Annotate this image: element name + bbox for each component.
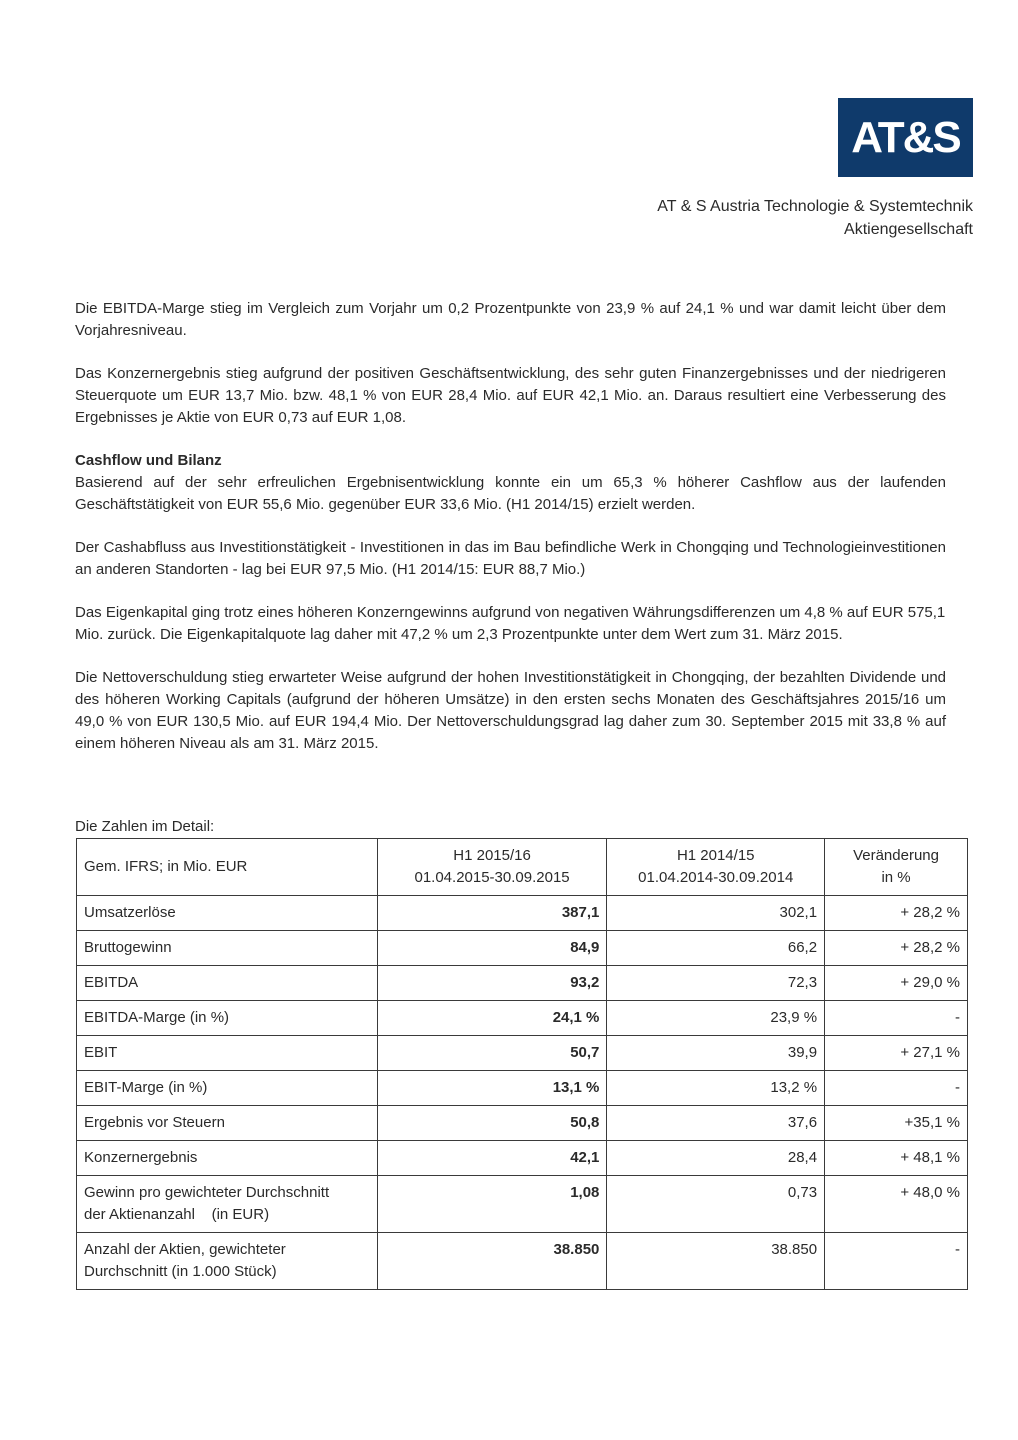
paragraph-net-debt: Die Nettoverschuldung stieg erwarteter Weise aufgrund der hohen Investitionstätigkeit in Chongqing, der bezahlten Dividende und des höheren Working Capitals (aufgrund der höheren Umsätze) in den ersten sechs Monaten des Geschäftsjahres 2015/16 um 49,0 % von EUR 130,5 Mio. auf EUR 194,4 Mio. Der Nettoverschuldungsgrad lag daher zum 30. September 2015 mit 33,8 % auf einem höheren Niveau als am 31. März 2015.	[75, 669, 946, 752]
paragraph-ebitda-margin: Die EBITDA-Marge stieg im Vergleich zum Vorjahr um 0,2 Prozentpunkte von 23,9 % auf 24,1 % und war damit leicht über dem Vorjahresniveau.	[75, 300, 946, 339]
row-prior: 39,9	[607, 1036, 825, 1071]
logo-text: AT&S	[851, 112, 960, 162]
row-current: 50,7	[377, 1036, 607, 1071]
row-prior: 66,2	[607, 931, 825, 966]
paragraph-investment: Der Cashabfluss aus Investitionstätigkeit - Investitionen in das im Bau befindliche Werk in Chongqing und Technologieinvestitionen an anderen Standorten - lag bei EUR 97,5 Mio. (H1 2014/15: EUR 88,7 Mio.)	[75, 539, 946, 578]
table-row	[77, 1071, 968, 1106]
row-change: + 48,1 %	[825, 1141, 968, 1176]
row-label: Gewinn pro gewichteter Durchschnitt der Aktienanzahl (in EUR)	[77, 1176, 378, 1233]
row-current: 50,8	[377, 1106, 607, 1141]
row-prior: 302,1	[607, 896, 825, 931]
row-label: Umsatzerlöse	[77, 896, 378, 931]
table-row	[77, 1001, 968, 1036]
row-prior: 28,4	[607, 1141, 825, 1176]
row-prior: 23,9 %	[607, 1001, 825, 1036]
row-current: 38.850	[377, 1233, 607, 1290]
row-prior: 0,73	[607, 1176, 825, 1233]
row-current: 387,1	[377, 896, 607, 931]
row-label: EBIT-Marge (in %)	[77, 1071, 378, 1106]
body-text	[75, 298, 946, 776]
table-row	[77, 931, 968, 966]
section-heading-cashflow: Cashflow und Bilanz	[75, 452, 222, 469]
row-change: + 29,0 %	[825, 966, 968, 1001]
row-current: 1,08	[377, 1176, 607, 1233]
row-change: -	[825, 1233, 968, 1290]
row-label: EBIT	[77, 1036, 378, 1071]
paragraph-cashflow: Basierend auf der sehr erfreulichen Ergebnisentwicklung konnte ein um 65,3 % höherer Cashflow aus der laufenden Geschäftstätigkeit von EUR 55,6 Mio. gegenüber EUR 33,6 Mio. (H1 2014/15) erzielt werden.	[75, 474, 946, 513]
table-header-row	[77, 839, 968, 896]
row-current: 84,9	[377, 931, 607, 966]
table-caption: Die Zahlen im Detail:	[75, 818, 215, 835]
row-current: 24,1 %	[377, 1001, 607, 1036]
row-label: Ergebnis vor Steuern	[77, 1106, 378, 1141]
row-change: -	[825, 1001, 968, 1036]
row-label: EBITDA	[77, 966, 378, 1001]
paragraph-group-result: Das Konzernergebnis stieg aufgrund der positiven Geschäftsentwicklung, des sehr guten Finanzergebnisses und der niedrigeren Steuerquote um EUR 13,7 Mio. bzw. 48,1 % von EUR 28,4 Mio. auf EUR 42,1 Mio. an. Daraus resultiert eine Verbesserung des Ergebnisses je Aktie von EUR 0,73 auf EUR 1,08.	[75, 365, 946, 426]
company-logo	[838, 98, 973, 177]
table-row	[77, 896, 968, 931]
row-prior: 13,2 %	[607, 1071, 825, 1106]
table-row	[77, 1106, 968, 1141]
row-label: Anzahl der Aktien, gewichteter Durchschnitt (in 1.000 Stück)	[77, 1233, 378, 1290]
row-current: 42,1	[377, 1141, 607, 1176]
table-row	[77, 966, 968, 1001]
row-label: Bruttogewinn	[77, 931, 378, 966]
key-figures-table	[76, 838, 968, 1290]
row-prior: 37,6	[607, 1106, 825, 1141]
row-label: Konzernergebnis	[77, 1141, 378, 1176]
row-change: + 28,2 %	[825, 896, 968, 931]
header-label: Gem. IFRS; in Mio. EUR	[77, 839, 378, 896]
row-label: EBITDA-Marge (in %)	[77, 1001, 378, 1036]
header-change: Veränderung in %	[825, 839, 968, 896]
row-change: + 48,0 %	[825, 1176, 968, 1233]
row-change: +35,1 %	[825, 1106, 968, 1141]
row-change: + 28,2 %	[825, 931, 968, 966]
header-prior-period: H1 2014/15 01.04.2014-30.09.2014	[607, 839, 825, 896]
company-name-line1: AT & S Austria Technologie & Systemtechnik	[657, 198, 973, 215]
row-current: 13,1 %	[377, 1071, 607, 1106]
row-current: 93,2	[377, 966, 607, 1001]
row-prior: 38.850	[607, 1233, 825, 1290]
company-name	[657, 195, 973, 241]
table-row	[77, 1036, 968, 1071]
row-change: -	[825, 1071, 968, 1106]
company-name-line2: Aktiengesellschaft	[844, 221, 973, 238]
table-row	[77, 1233, 968, 1290]
table-row	[77, 1141, 968, 1176]
header-current-period: H1 2015/16 01.04.2015-30.09.2015	[377, 839, 607, 896]
table-row	[77, 1176, 968, 1233]
paragraph-equity: Das Eigenkapital ging trotz eines höheren Konzerngewinns aufgrund von negativen Währungsdifferenzen um 4,8 % auf EUR 575,1 Mio. zurück. Die Eigenkapitalquote lag daher mit 47,2 % um 2,3 Prozentpunkte unter dem Wert zum 31. März 2015.	[75, 604, 946, 643]
row-prior: 72,3	[607, 966, 825, 1001]
row-change: + 27,1 %	[825, 1036, 968, 1071]
